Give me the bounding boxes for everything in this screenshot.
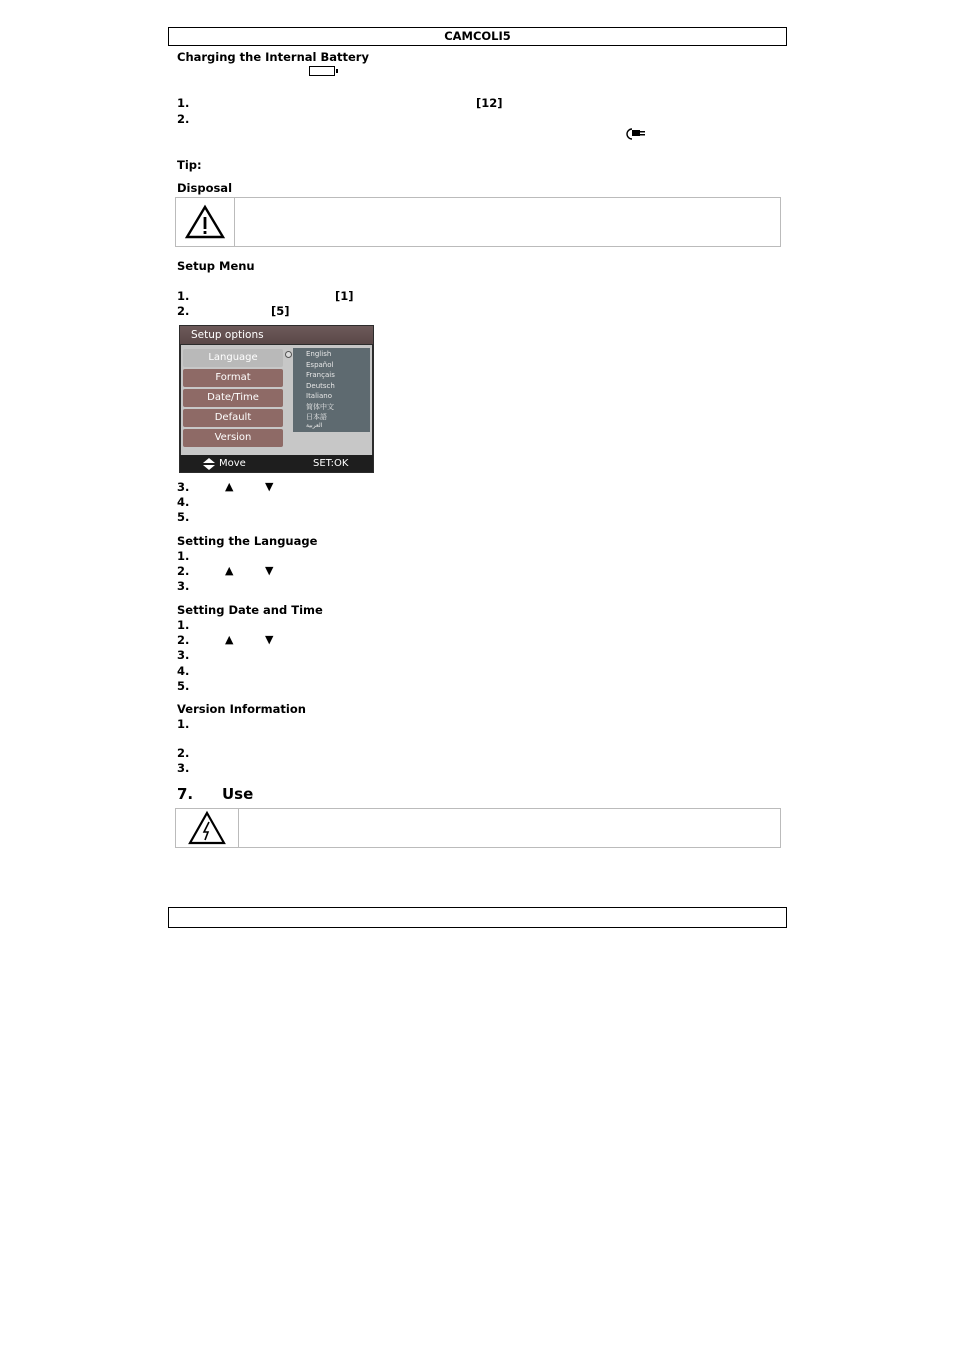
language-option: العربية xyxy=(306,422,323,429)
page-header: CAMCOLI5 xyxy=(168,27,787,46)
datetime-step-num: 4. xyxy=(177,664,190,678)
language-option: 日本語 xyxy=(306,413,327,421)
charging-step-2-num: 2. xyxy=(177,112,190,126)
setup-options-screen xyxy=(179,325,374,473)
move-label: Move xyxy=(219,458,246,469)
menu-item-datetime: Date/Time xyxy=(183,389,283,407)
set-ok-label: SET:OK xyxy=(313,458,349,469)
setup-step-2-ref: [5] xyxy=(271,304,290,318)
language-step-num: 2. xyxy=(177,564,190,578)
menu-item-format: Format xyxy=(183,369,283,387)
screen-body xyxy=(181,345,372,455)
setup-heading: Setup Menu xyxy=(177,259,255,273)
setup-step-4-num: 4. xyxy=(177,495,190,509)
setup-step-3-num: 3. xyxy=(177,480,190,494)
selected-radio-icon xyxy=(285,351,292,358)
disposal-warning-box xyxy=(175,197,781,247)
down-arrow-icon: ▼ xyxy=(265,480,274,493)
warning-icon-cell xyxy=(176,198,235,246)
version-heading: Version Information xyxy=(177,702,306,716)
version-step-num: 3. xyxy=(177,761,190,775)
section-title: Use xyxy=(222,785,254,803)
language-step-num: 3. xyxy=(177,579,190,593)
language-option: Deutsch xyxy=(306,381,335,390)
datetime-heading: Setting Date and Time xyxy=(177,603,323,617)
setup-step-2-num: 2. xyxy=(177,304,190,318)
language-option: Italiano xyxy=(306,392,332,400)
setup-step-1-ref: [1] xyxy=(335,289,354,303)
warning-icon-cell xyxy=(176,809,239,847)
version-step-num: 1. xyxy=(177,717,190,731)
language-option: Español xyxy=(306,360,334,369)
down-arrow-icon: ▼ xyxy=(265,633,274,646)
up-arrow-icon: ▲ xyxy=(225,633,234,646)
high-voltage-warning-icon xyxy=(176,809,238,847)
language-step-num: 1. xyxy=(177,549,190,563)
warning-triangle-icon xyxy=(176,198,234,246)
version-step-num: 2. xyxy=(177,746,190,760)
down-arrow-icon: ▼ xyxy=(265,564,274,577)
use-warning-box xyxy=(175,808,781,848)
menu-item-default: Default xyxy=(183,409,283,427)
charging-heading: Charging the Internal Battery xyxy=(177,50,369,64)
screen-footer xyxy=(180,455,373,472)
menu-item-language: Language xyxy=(183,349,283,367)
datetime-step-num: 2. xyxy=(177,633,190,647)
power-plug-icon xyxy=(624,126,646,140)
language-heading: Setting the Language xyxy=(177,534,318,548)
up-down-arrows-icon xyxy=(203,458,215,470)
charging-step-1-num: 1. xyxy=(177,96,190,110)
datetime-step-num: 5. xyxy=(177,679,190,693)
up-arrow-icon: ▲ xyxy=(225,480,234,493)
charging-step-1-ref: [12] xyxy=(476,96,503,110)
disposal-heading: Disposal xyxy=(177,181,233,195)
language-list xyxy=(293,348,370,432)
tip-label: Tip: xyxy=(177,158,202,172)
setup-step-5-num: 5. xyxy=(177,510,190,524)
section-number: 7. xyxy=(177,785,194,803)
setup-step-1-num: 1. xyxy=(177,289,190,303)
page-footer xyxy=(168,907,787,928)
language-option: 简体中文 xyxy=(306,402,334,411)
datetime-step-num: 3. xyxy=(177,648,190,662)
datetime-step-num: 1. xyxy=(177,618,190,632)
battery-icon xyxy=(309,66,335,76)
language-option: English xyxy=(306,350,332,358)
language-option: Français xyxy=(306,371,335,379)
screen-title: Setup options xyxy=(180,326,373,344)
up-arrow-icon: ▲ xyxy=(225,564,234,577)
menu-item-version: Version xyxy=(183,429,283,447)
